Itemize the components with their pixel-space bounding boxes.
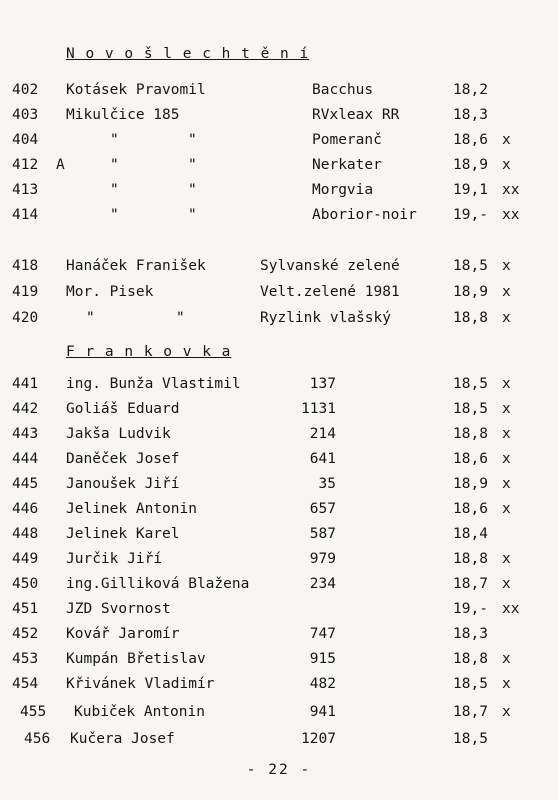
grower-name: Jelinek Karel xyxy=(66,526,180,542)
variety: Velt.zelené 1981 xyxy=(260,284,400,300)
score: 18,7 xyxy=(453,704,488,720)
variety: Morgvia xyxy=(312,182,374,198)
entry-number: 454 xyxy=(12,676,39,692)
entry-number: 451 xyxy=(12,601,39,617)
score: 18,3 xyxy=(453,107,488,123)
table-row xyxy=(0,284,558,306)
grower-name: Mikulčice 185 xyxy=(66,107,180,123)
table-row xyxy=(0,526,558,548)
score: 18,5 xyxy=(453,258,488,274)
mark: x xyxy=(502,401,511,417)
mark: xx xyxy=(502,182,520,198)
mark: x xyxy=(502,476,511,492)
entry-number: 404 xyxy=(12,132,39,148)
table-row xyxy=(0,651,558,673)
score: 18,5 xyxy=(453,731,488,747)
grower-name: Kubiček Antonin xyxy=(74,704,205,720)
score: 19,- xyxy=(453,601,488,617)
mark: x xyxy=(502,451,511,467)
score: 18,5 xyxy=(453,376,488,392)
grower-name: Mor. Pisek xyxy=(66,284,154,300)
grower-name: Daněček Josef xyxy=(66,451,180,467)
variety: Ryzlink vlašský xyxy=(260,310,391,326)
sample-number: 941 xyxy=(309,704,336,720)
entry-number: 453 xyxy=(12,651,39,667)
page-number: - 22 - xyxy=(246,762,312,778)
grower-name: Kučera Josef xyxy=(70,731,175,747)
entry-number: 402 xyxy=(12,82,39,98)
entry-number: 446 xyxy=(12,501,39,517)
sample-number: 234 xyxy=(309,576,336,592)
entry-number: 414 xyxy=(12,207,39,223)
grower-name: Janoušek Jiří xyxy=(66,476,180,492)
score: 18,7 xyxy=(453,576,488,592)
entry-number: 444 xyxy=(12,451,39,467)
mark: xx xyxy=(502,207,520,223)
section-heading-frankovka: F r a n k o v k a xyxy=(66,344,232,360)
mark: x xyxy=(502,157,511,173)
score: 18,6 xyxy=(453,451,488,467)
ditto-mark: " xyxy=(110,132,119,148)
grower-name: Kumpán Břetislav xyxy=(66,651,206,667)
score: 18,3 xyxy=(453,626,488,642)
sample-number: 137 xyxy=(309,376,336,392)
mark: x xyxy=(502,501,511,517)
score: 18,9 xyxy=(453,476,488,492)
mark: x xyxy=(502,376,511,392)
entry-number: 449 xyxy=(12,551,39,567)
mark: x xyxy=(502,551,511,567)
entry-number: 419 xyxy=(12,284,39,300)
score: 18,6 xyxy=(453,132,488,148)
table-row xyxy=(0,401,558,423)
table-row xyxy=(0,107,558,129)
entry-number: 456 xyxy=(24,731,51,747)
table-row xyxy=(0,451,558,473)
ditto-mark: " xyxy=(188,182,197,198)
grower-name: Kovář Jaromír xyxy=(66,626,180,642)
score: 18,8 xyxy=(453,551,488,567)
variety: Sylvanské zelené xyxy=(260,258,400,274)
grower-name: Goliáš Eduard xyxy=(66,401,180,417)
grower-name: Jurčik Jiří xyxy=(66,551,163,567)
sample-number: 587 xyxy=(309,526,336,542)
entry-number: 455 xyxy=(20,704,47,720)
grower-name: Jakša Ludvik xyxy=(66,426,171,442)
grower-name: JZD Svornost xyxy=(66,601,171,617)
score: 18,4 xyxy=(453,526,488,542)
entry-number: 441 xyxy=(12,376,39,392)
sample-number: 915 xyxy=(309,651,336,667)
section-heading-novoslechteni: N o v o š l e c h t ě n í xyxy=(66,46,310,62)
score: 18,8 xyxy=(453,651,488,667)
grower-name: Jelinek Antonin xyxy=(66,501,197,517)
entry-number: 445 xyxy=(12,476,39,492)
sample-number: 641 xyxy=(309,451,336,467)
table-row xyxy=(0,476,558,498)
score: 18,9 xyxy=(453,284,488,300)
table-row xyxy=(0,426,558,448)
entry-number: 420 xyxy=(12,310,39,326)
table-row xyxy=(0,676,558,698)
table-row xyxy=(0,731,558,753)
table-row xyxy=(0,182,558,204)
table-row xyxy=(0,157,558,179)
mark: x xyxy=(502,426,511,442)
score: 18,8 xyxy=(453,426,488,442)
sample-number: 1207 xyxy=(301,731,336,747)
table-row xyxy=(0,626,558,648)
score: 19,1 xyxy=(453,182,488,198)
sample-number: 214 xyxy=(309,426,336,442)
ditto-mark: " xyxy=(176,310,185,326)
mark: x xyxy=(502,676,511,692)
ditto-mark: " xyxy=(86,310,95,326)
table-row xyxy=(0,704,558,726)
score: 18,9 xyxy=(453,157,488,173)
table-row xyxy=(0,207,558,229)
mark: x xyxy=(502,576,511,592)
mark: xx xyxy=(502,601,520,617)
table-row xyxy=(0,310,558,332)
variety: Bacchus xyxy=(312,82,374,98)
entry-number: 442 xyxy=(12,401,39,417)
sample-number: 657 xyxy=(309,501,336,517)
table-row xyxy=(0,258,558,280)
score: 18,2 xyxy=(453,82,488,98)
entry-number: 412 xyxy=(12,157,39,173)
flag: A xyxy=(56,157,65,173)
score: 18,5 xyxy=(453,676,488,692)
table-row xyxy=(0,576,558,598)
sample-number: 1131 xyxy=(301,401,336,417)
entry-number: 452 xyxy=(12,626,39,642)
table-row xyxy=(0,601,558,623)
ditto-mark: " xyxy=(188,132,197,148)
score: 18,5 xyxy=(453,401,488,417)
sample-number: 979 xyxy=(309,551,336,567)
entry-number: 443 xyxy=(12,426,39,442)
entry-number: 418 xyxy=(12,258,39,274)
sample-number: 482 xyxy=(309,676,336,692)
ditto-mark: " xyxy=(110,207,119,223)
sample-number: 35 xyxy=(318,476,336,492)
score: 18,8 xyxy=(453,310,488,326)
ditto-mark: " xyxy=(188,207,197,223)
table-row xyxy=(0,82,558,104)
grower-name: ing.Gilliková Blažena xyxy=(66,576,250,592)
grower-name: Hanáček Franišek xyxy=(66,258,206,274)
entry-number: 413 xyxy=(12,182,39,198)
mark: x xyxy=(502,310,511,326)
grower-name: Křivánek Vladimír xyxy=(66,676,215,692)
ditto-mark: " xyxy=(110,182,119,198)
mark: x xyxy=(502,651,511,667)
sample-number: 747 xyxy=(309,626,336,642)
grower-name: ing. Bunža Vlastimil xyxy=(66,376,241,392)
grower-name: Kotásek Pravomil xyxy=(66,82,206,98)
entry-number: 450 xyxy=(12,576,39,592)
ditto-mark: " xyxy=(110,157,119,173)
mark: x xyxy=(502,258,511,274)
mark: x xyxy=(502,284,511,300)
table-row xyxy=(0,376,558,398)
variety: Nerkater xyxy=(312,157,382,173)
table-row xyxy=(0,132,558,154)
entry-number: 403 xyxy=(12,107,39,123)
ditto-mark: " xyxy=(188,157,197,173)
score: 18,6 xyxy=(453,501,488,517)
variety: RVxleax RR xyxy=(312,107,400,123)
variety: Aborior-noir xyxy=(312,207,417,223)
table-row xyxy=(0,501,558,523)
mark: x xyxy=(502,704,511,720)
variety: Pomeranč xyxy=(312,132,382,148)
score: 19,- xyxy=(453,207,488,223)
table-row xyxy=(0,551,558,573)
mark: x xyxy=(502,132,511,148)
entry-number: 448 xyxy=(12,526,39,542)
